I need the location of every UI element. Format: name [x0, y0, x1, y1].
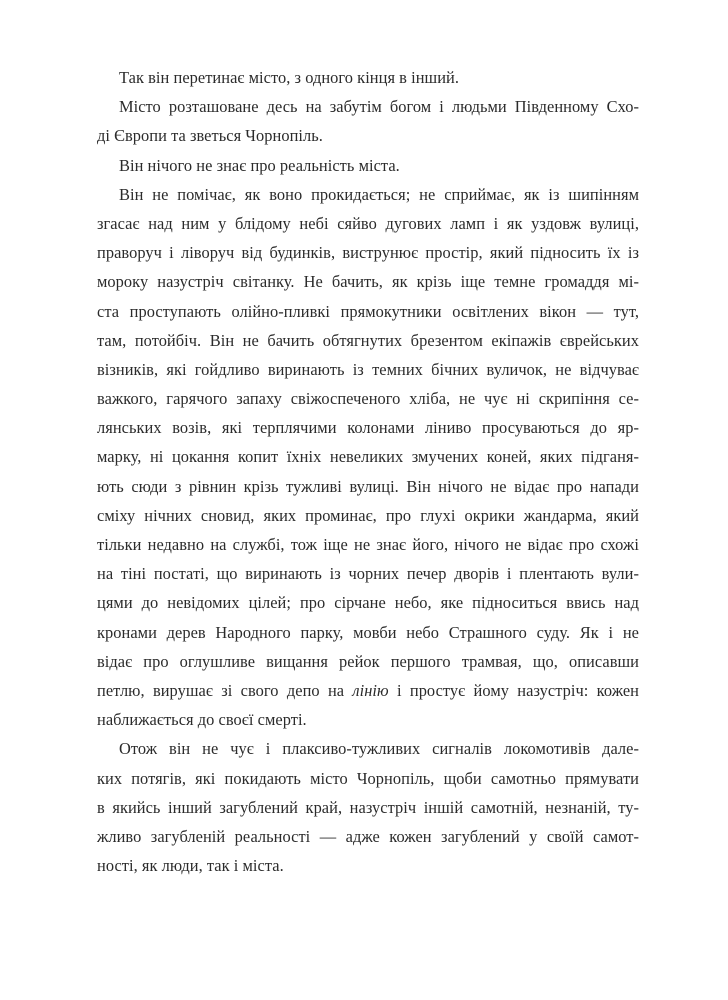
- paragraph-4-line-14: на тіні постаті, що виринають із чорних печер дворів і плентають вули-: [97, 564, 639, 584]
- paragraph-2-line-2: ді Європи та зветься Чорнопіль.: [97, 126, 323, 146]
- paragraph-4-line-11: ють сюди з рівнин крізь тужливі вулиці. Він нічого не відає про напади: [97, 476, 639, 496]
- paragraph-4-line-9: лянських возів, які терплячими колонами ліниво просуваються до яр-: [97, 418, 639, 438]
- paragraph-2-line-1: Місто розташоване десь на забутім богом і людьми Південному Схо-: [119, 97, 639, 117]
- paragraph-3-line-1: Він нічого не знає про реальність міста.: [119, 155, 400, 175]
- paragraph-4-line-12: сміху нічних сновид, яких проминає, про глухі окрики жандарма, який: [97, 505, 639, 525]
- paragraph-4-line-19: наближається до своєї смерті.: [97, 710, 307, 730]
- paragraph-4-line-8: важкого, гарячого запаху свіжоспеченого хліба, не чує ні скрипіння се-: [97, 389, 639, 409]
- paragraph-4-line-2: згасає над ним у блідому небі сяйво дугових ламп і як уздовж вулиці,: [97, 213, 639, 233]
- paragraph-4-line-10: марку, ні цокання копит їхніх невеликих змучених коней, яких підганя-: [97, 447, 639, 467]
- paragraph-4-line-5: ста проступають олійно-пливкі прямокутники освітлених вікон — тут,: [97, 301, 639, 321]
- paragraph-4-line-16: кронами дерев Народного парку, мовби небо Страшного суду. Як і не: [97, 622, 639, 642]
- italic-word: лінію: [352, 680, 389, 700]
- paragraph-1-line-1: Так він перетинає місто, з одного кінця в інший.: [119, 68, 459, 87]
- paragraph-4-line-6: там, потойбіч. Він не бачить обтягнутих брезентом екіпажів єврейських: [97, 330, 639, 350]
- paragraph-4-line-1: Він не помічає, як воно прокидається; не сприймає, як із шипінням: [119, 184, 639, 204]
- body-text: [97, 63, 639, 880]
- paragraph-4-line-13: тільки недавно на службі, тож іще не знає його, нічого не відає про схожі: [97, 535, 639, 554]
- paragraph-4-line-17: відає про оглушливе вищання рейок першого трамвая, що, описавши: [97, 651, 639, 671]
- paragraph-5-line-1: Отож він не чує і плаксиво-тужливих сигналів локомотивів далe-: [119, 739, 639, 759]
- paragraph-4-line-7: візників, які гойдливо виринають із темних бічних вуличок, не відчуває: [97, 359, 639, 379]
- paragraph-5-line-2: ких потягів, які покидають місто Чорнопіль, щоби самотньо прямувати: [97, 768, 639, 788]
- paragraph-4-line-4: мороку назустріч світанку. Не бачить, як крізь іще темне громаддя мі-: [97, 272, 639, 292]
- paragraph-4-line-3: праворуч і ліворуч від будинків, виструнює простір, який підносить їх із: [97, 243, 639, 263]
- paragraph-4-line-18: [97, 676, 639, 705]
- line-18-end: і простує йому назустріч: кожен: [388, 680, 639, 700]
- line-18-start: петлю, вирушає зі свого депо на: [97, 680, 353, 700]
- paragraph-4-line-15: цями до невідомих цілей; про сірчане небо, яке підноситься ввись над: [97, 593, 639, 613]
- paragraph-5-line-3: в якийсь інший загублений край, назустріч іншій самотній, незнаній, ту-: [97, 797, 639, 817]
- paragraph-5-line-4: жливо загубленій реальності — адже кожен загублений у своїй самот-: [97, 826, 639, 846]
- paragraph-5-line-5: ності, як люди, так і міста.: [97, 856, 284, 876]
